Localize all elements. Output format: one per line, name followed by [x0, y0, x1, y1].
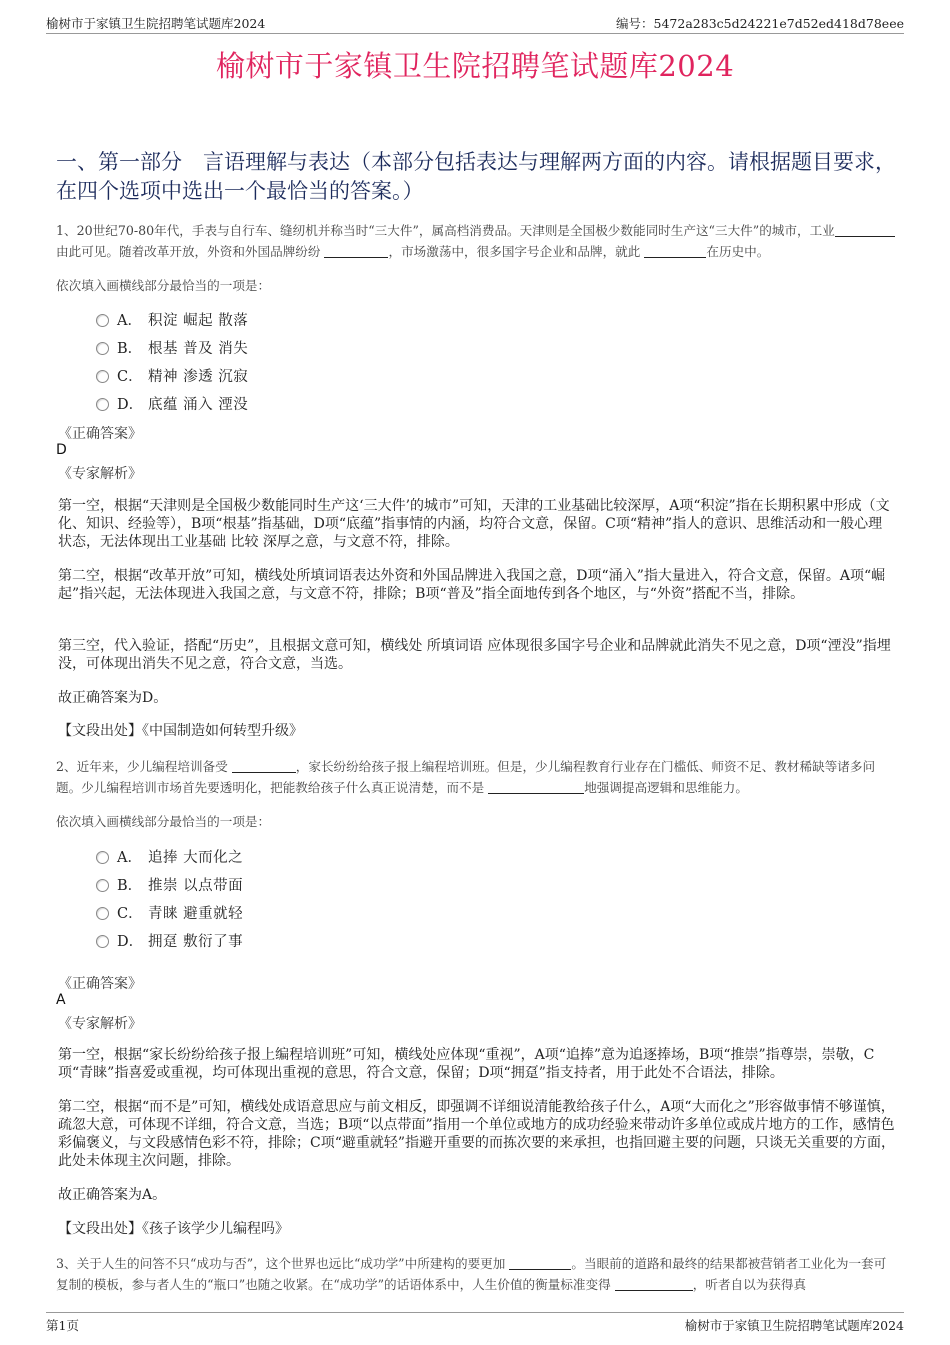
question-3-text: 3、关于人生的问答不只“成功与否”，这个世界也远比“成功学”中所建构的要更加 。当眼前的道路和最终的结果都被营销者工业化为一套可复制的模板，参与者人生的“瓶口”也随之收紧。在“成功学”的话语体系中，人生价值的衡量标准变得 ，听者自以为获得真 — [56, 1256, 887, 1292]
answer-value: A — [56, 992, 66, 1008]
radio-icon[interactable] — [96, 907, 109, 920]
fill-blank — [509, 1256, 571, 1270]
header-title: 榆树市于家镇卫生院招聘笔试题库2024 — [46, 16, 266, 31]
analysis-source: 【文段出处】《中国制造如何转型升级》 — [58, 723, 303, 739]
fill-blank — [615, 1277, 693, 1291]
analysis-paragraph: 第一空，根据“天津则是全国极少数能同时生产这‘三大件’的城市”可知，天津的工业基础比较深厚，A项“积淀”指在长期积累中形成（文化、知识、经验等），B项“根基”指基础，D项“底蕴”指事情的内涵，均符合文意，保留。C项“精神”指人的意识、思维活动和一般心理状态，无法体现出工业基础 比较 深厚之意，与文意不符，排除。 — [58, 498, 890, 550]
analysis-paragraph: 第二空，根据“而不是”可知，横线处成语意思应与前文相反，即强调不详细说清能教给孩子什么，A项“大而化之”形容做事情不够谨慎，疏忽大意，可体现不详细，符合文意，当选；B项“以点带面”指用一个单位或地方的成功经验来带动许多单位或成片地方的工作，感情色彩偏褒义，与文段感情色彩不符，排除；C项“避重就轻”指避开重要的而拣次要的来承担，也指回避主要的问题，只谈无关重要的方面，此处未体现主次问题，排除。 — [58, 1099, 896, 1169]
page-header — [46, 10, 904, 34]
analysis-source: 【文段出处】《孩子该学少儿编程吗》 — [58, 1221, 289, 1237]
answer-label: 《正确答案》 — [58, 976, 142, 992]
answer-value: D — [56, 442, 67, 458]
page-number: 第1页 — [46, 1318, 79, 1333]
analysis-conclusion: 故正确答案为D。 — [58, 690, 168, 706]
radio-icon[interactable] — [96, 370, 109, 383]
question-2-prompt: 依次填入画横线部分最恰当的一项是： — [56, 814, 271, 829]
analysis-label: 《专家解析》 — [58, 466, 142, 482]
analysis-label: 《专家解析》 — [58, 1016, 142, 1032]
radio-icon[interactable] — [96, 935, 109, 948]
radio-icon[interactable] — [96, 851, 109, 864]
question-1-text: 1、20世纪70-80年代，手表与自行车、缝纫机并称当时“三大件”，属高档消费品。天津则是全国极少数能同时生产这“三大件”的城市，工业由此可见。随着改革开放，外资和外国品牌纷纷 ，市场激荡中，很多国字号企业和品牌，就此 在历史中。 — [56, 220, 898, 262]
radio-icon[interactable] — [96, 398, 109, 411]
analysis-paragraph: 第三空，代入验证，搭配“历史”，且根据文意可知，横线处 所填词语 应体现很多国字号企业和品牌就此消失不见之意，D项“湮没”指埋没，可体现出消失不见之意，符合文意，当选。 — [58, 638, 891, 672]
question-1-prompt: 依次填入画横线部分最恰当的一项是： — [56, 278, 271, 293]
fill-blank — [644, 244, 706, 258]
fill-blank — [835, 223, 895, 237]
radio-icon[interactable] — [96, 314, 109, 327]
fill-blank — [324, 244, 388, 258]
answer-label: 《正确答案》 — [58, 426, 142, 442]
analysis-conclusion: 故正确答案为A。 — [58, 1187, 167, 1203]
fill-blank — [232, 759, 296, 773]
page-title: 榆树市于家镇卫生院招聘笔试题库2024 — [215, 49, 735, 83]
page-footer — [46, 1312, 904, 1336]
header-doc-id: 编号：5472a283c5d24221e7d52ed418d78eee — [616, 16, 904, 31]
footer-title: 榆树市于家镇卫生院招聘笔试题库2024 — [684, 1318, 904, 1333]
radio-icon[interactable] — [96, 342, 109, 355]
question-2-text: 2、近年来，少儿编程培训备受 ，家长纷纷给孩子报上编程培训班。但是，少儿编程教育行业存在门槛低、师资不足、教材稀缺等诸多问题。少儿编程培训市场首先要透明化，把能教给孩子什么真正说清楚，而不是 地强调提高逻辑和思维能力。 — [56, 759, 876, 795]
fill-blank — [488, 780, 584, 794]
section-heading: 一、第一部分 言语理解与表达（本部分包括表达与理解两方面的内容。请根据题目要求，在四个选项中选出一个最恰当的答案。） — [56, 150, 896, 203]
analysis-paragraph: 第一空，根据“家长纷纷给孩子报上编程培训班”可知，横线处应体现“重视”，A项“追捧”意为追逐捧场，B项“推崇”指尊崇，崇敬，C项“青睐”指喜爱或重视，均可体现出重视的意思，符合文意，保留；D项“拥趸”指支持者，用于此处不合语法，排除。 — [58, 1047, 875, 1081]
analysis-paragraph: 第二空，根据“改革开放”可知，横线处所填词语表达外资和外国品牌进入我国之意，D项“涌入”指大量进入，符合文意，保留。A项“崛起”指兴起，无法体现进入我国之意，与文意不符，排除；B项“普及”指全面地传到各个地区，与“外资”搭配不当，排除。 — [58, 568, 886, 602]
radio-icon[interactable] — [96, 879, 109, 892]
